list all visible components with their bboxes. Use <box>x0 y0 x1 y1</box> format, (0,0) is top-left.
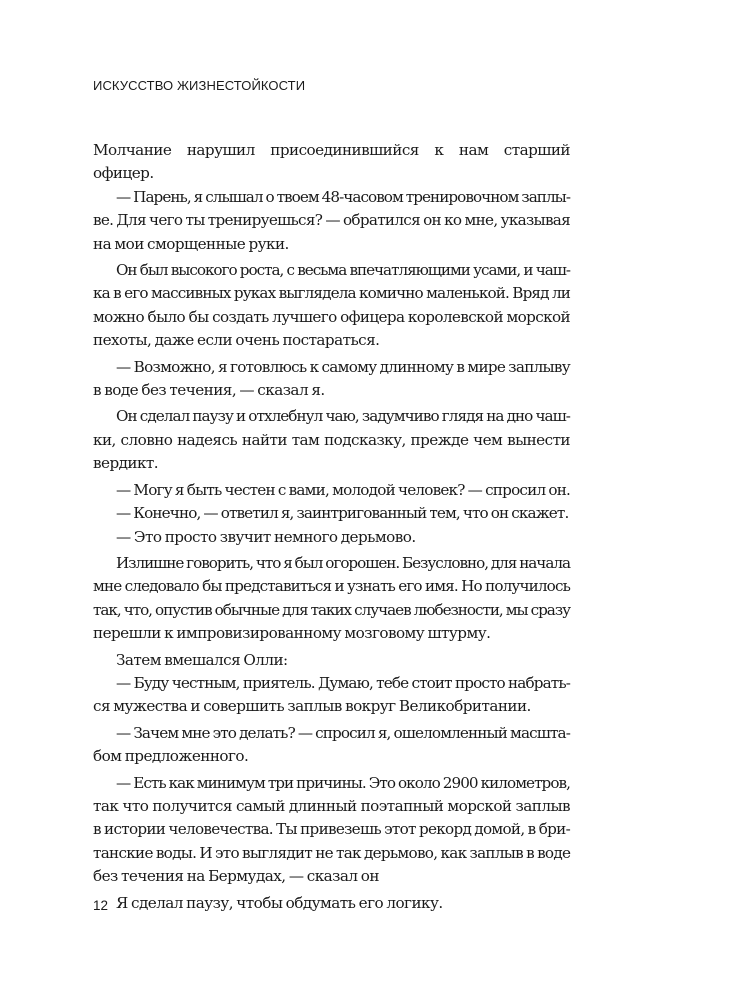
text-line: перешли к импровизированному мозговому штурму. <box>93 624 491 643</box>
text-line: так, что, опустив обычные для таких случаев любезности, мы сразу <box>93 600 570 619</box>
body-text <box>93 139 570 915</box>
text-line: Затем вмешался Олли: <box>116 650 288 669</box>
text-line: — Буду честным, приятель. Думаю, тебе стоит просто набрать- <box>116 673 570 692</box>
text-line: ве. Для чего ты тренируешься? — обратился он ко мне, указывая <box>93 211 570 230</box>
text-line: — Это просто звучит немного дерьмово. <box>116 527 416 546</box>
text-line: так что получится самый длинный поэтапный морской заплыв <box>93 796 570 815</box>
text-line: — Есть как минимум три причины. Это около 2900 километров, <box>116 773 570 792</box>
text-line: вердикт. <box>93 454 159 473</box>
page-number: 12 <box>93 898 109 913</box>
text-line: в воде без течения, — сказал я. <box>93 381 325 400</box>
text-line: офицер. <box>93 164 154 183</box>
text-line: пехоты, даже если очень постараться. <box>93 331 380 350</box>
text-line: — Возможно, я готовлюсь к самому длинному в мире заплыву <box>116 357 570 376</box>
text-line: без течения на Бермудах, — сказал он <box>93 867 379 886</box>
text-line: Я сделал паузу, чтобы обдумать его логику. <box>116 893 443 912</box>
running-title: ИСКУССТВО ЖИЗНЕСТОЙКОСТИ <box>93 78 306 93</box>
text-line: — Конечно, — ответил я, заинтригованный тем, что он скажет. <box>116 504 569 523</box>
text-line: Он сделал паузу и отхлебнул чаю, задумчиво глядя на дно чаш- <box>116 407 570 426</box>
text-line: танские воды. И это выглядит не так дерьмово, как заплыв в воде <box>93 843 571 862</box>
text-line: в истории человечества. Ты привезешь этот рекорд домой, в бри- <box>93 820 570 839</box>
text-line: можно было бы создать лучшего офицера королевской морской <box>93 307 570 326</box>
text-line: ка в его массивных руках выглядела комично маленькой. Вряд ли <box>93 284 570 303</box>
text-line: — Зачем мне это делать? — спросил я, ошеломленный масшта- <box>116 723 570 742</box>
text-line: — Парень, я слышал о твоем 48-часовом тренировочном заплы- <box>116 187 570 206</box>
text-line: Излишне говорить, что я был огорошен. Безусловно, для начала <box>116 553 570 572</box>
text-line: Молчание нарушил присоединившийся к нам старший <box>93 141 570 159</box>
text-line: бом предложенного. <box>93 747 249 766</box>
text-line: Он был высокого роста, с весьма впечатляющими усами, и чаш- <box>116 261 570 280</box>
text-line: ки, словно надеясь найти там подсказку, прежде чем вынести <box>93 430 570 449</box>
text-line: ся мужества и совершить заплыв вокруг Великобритании. <box>93 697 531 716</box>
text-line: на мои сморщенные руки. <box>93 234 289 253</box>
text-line: — Могу я быть честен с вами, молодой человек? — спросил он. <box>116 480 571 499</box>
text-line: мне следовало бы представиться и узнать его имя. Но получилось <box>93 577 570 596</box>
